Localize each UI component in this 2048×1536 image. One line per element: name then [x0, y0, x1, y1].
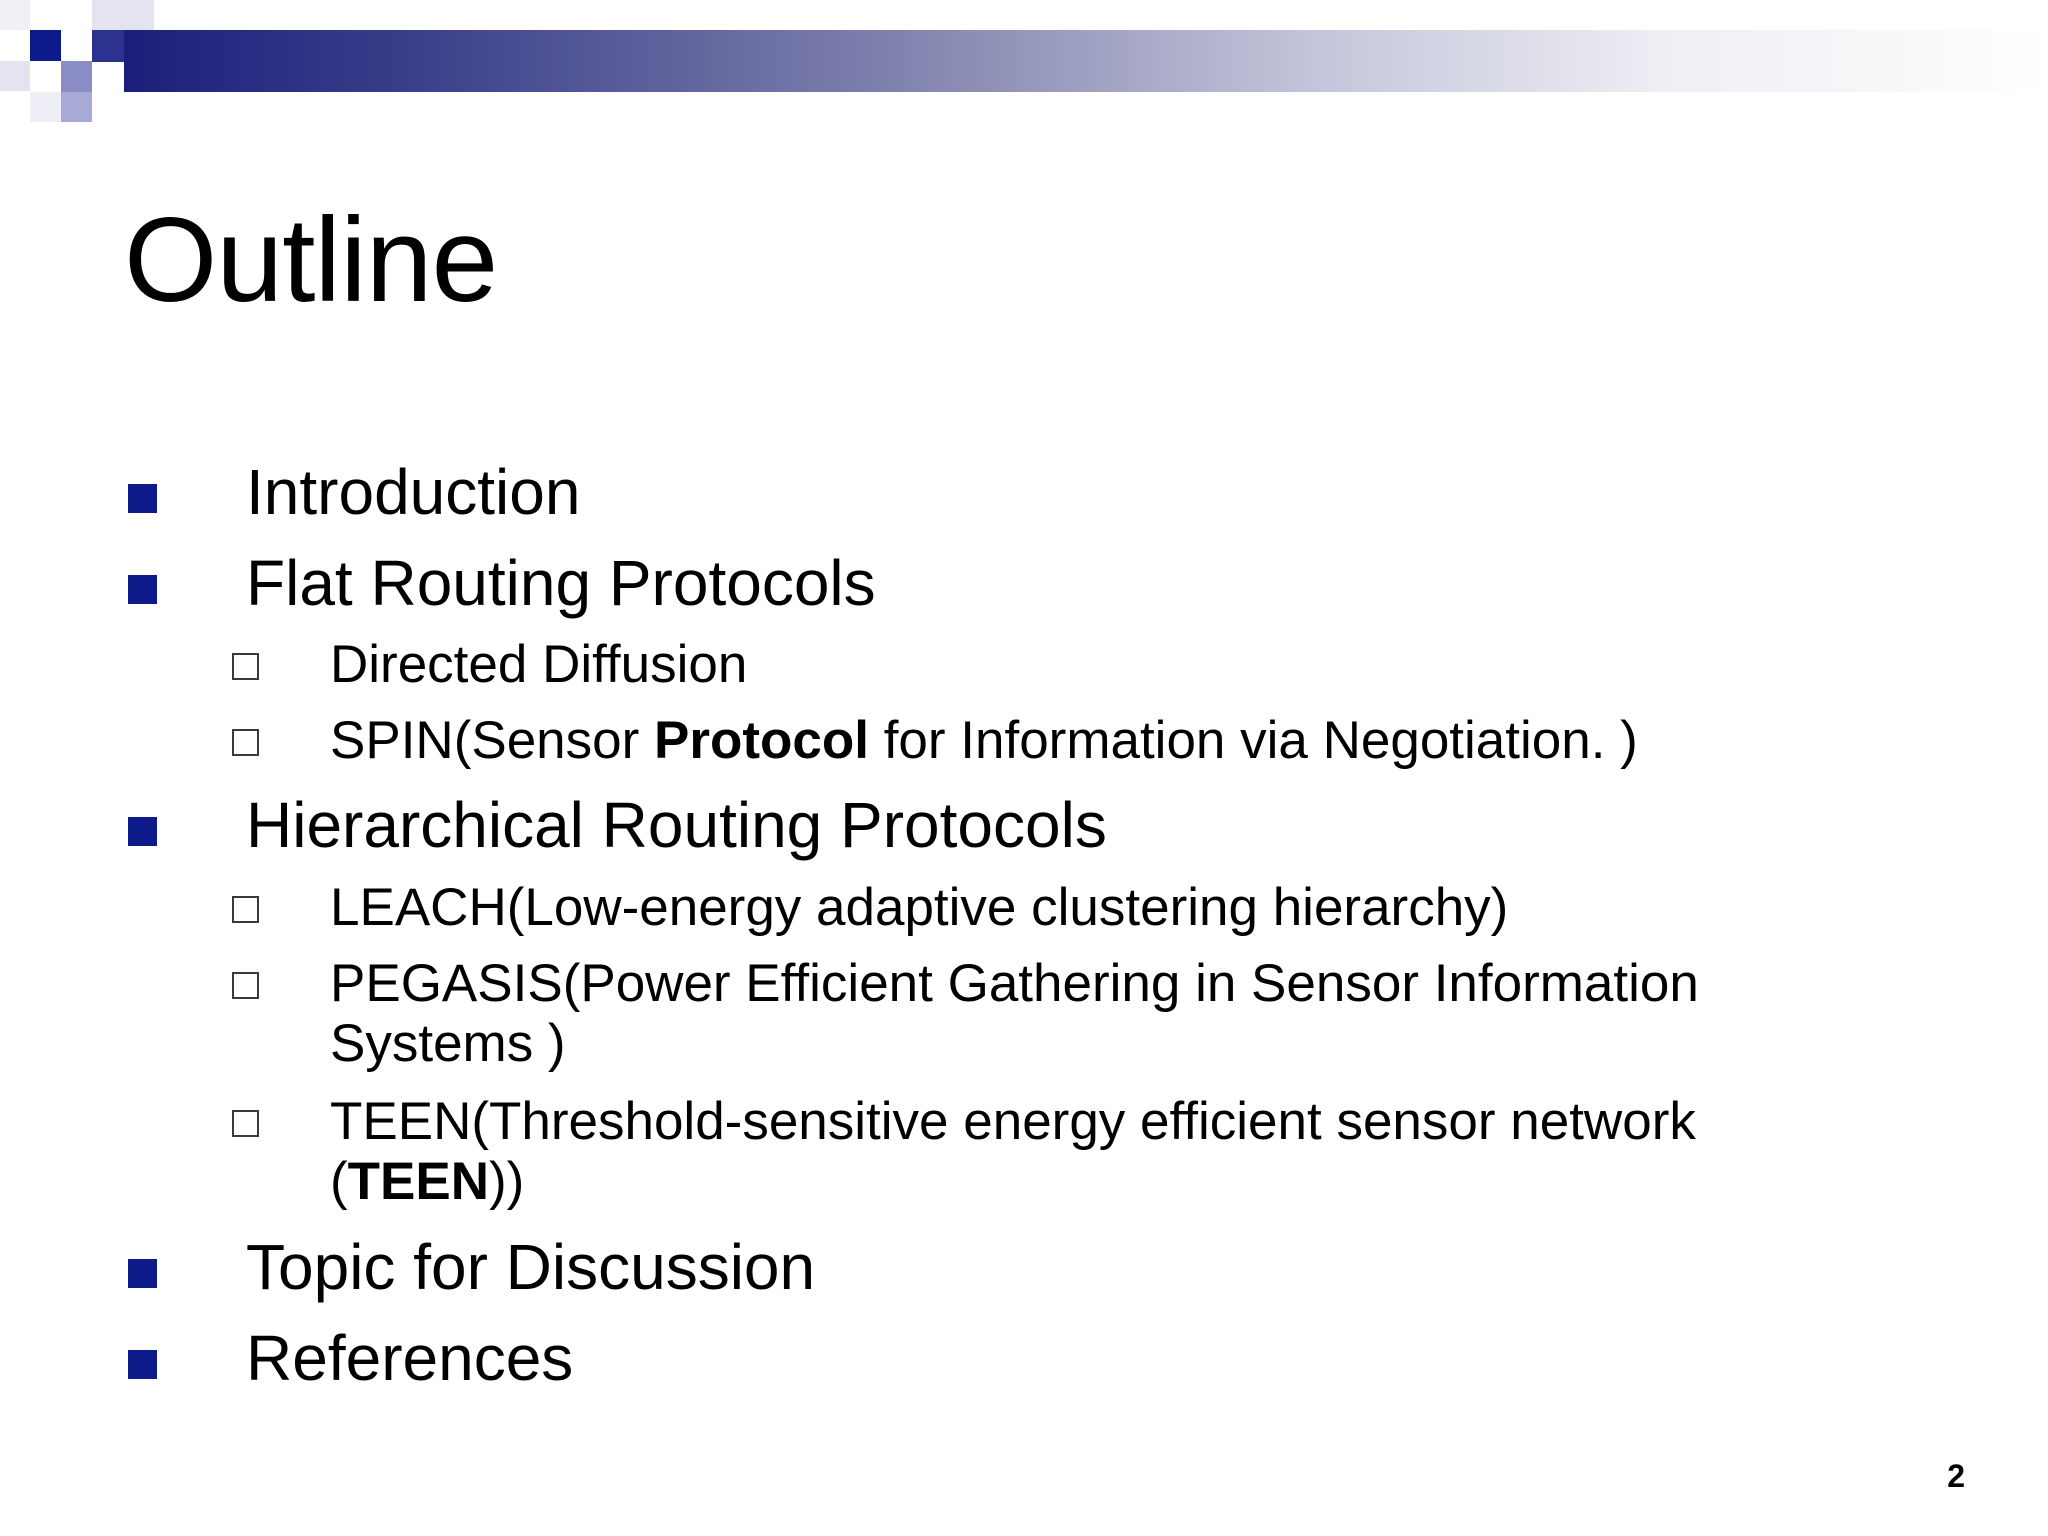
- outline-item-label: Topic for Discussion: [246, 1231, 816, 1303]
- hollow-square-bullet-icon: [232, 653, 259, 680]
- outline-subitem-label: SPIN(Sensor Protocol for Information via Negotiation. ): [330, 711, 1638, 770]
- hollow-square-bullet-icon: [232, 972, 259, 999]
- outline-subitem-label: TEEN(Threshold-sensitive energy efficient sensor network (TEEN)): [330, 1092, 1696, 1211]
- outline-subitem-label: PEGASIS(Power Efficient Gathering in Sensor Information Systems ): [330, 954, 1699, 1073]
- outline-item-label: References: [246, 1322, 574, 1394]
- outline-item-label: Flat Routing Protocols: [246, 547, 876, 619]
- page-number: 2: [1947, 1458, 1965, 1494]
- square-bullet-icon: [128, 1350, 157, 1379]
- outline-subitem-label: LEACH(Low-energy adaptive clustering hierarchy): [330, 878, 1509, 937]
- hollow-square-bullet-icon: [232, 729, 259, 756]
- outline-item-label: Introduction: [246, 456, 581, 528]
- square-bullet-icon: [128, 575, 157, 604]
- slide-title: Outline: [124, 193, 498, 327]
- outline-item-label: Hierarchical Routing Protocols: [246, 789, 1107, 861]
- square-bullet-icon: [128, 484, 157, 513]
- outline-subitem-label: Directed Diffusion: [330, 635, 748, 694]
- hollow-square-bullet-icon: [232, 896, 259, 923]
- hollow-square-bullet-icon: [232, 1110, 259, 1137]
- square-bullet-icon: [128, 1259, 157, 1288]
- square-bullet-icon: [128, 817, 157, 846]
